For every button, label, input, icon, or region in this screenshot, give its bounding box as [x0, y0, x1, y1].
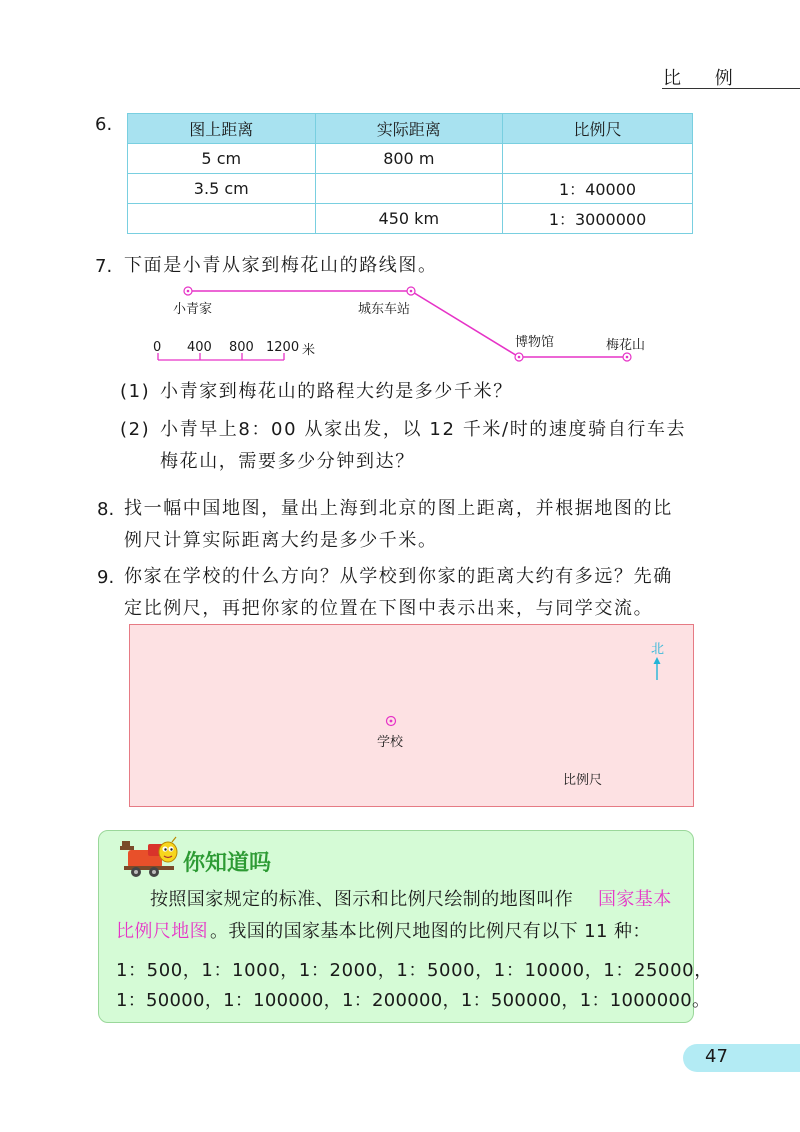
section-title: 比 例	[663, 68, 747, 89]
info-text: 。我国的国家基本比例尺地图的比例尺有以下 11 种：	[210, 921, 651, 942]
place-label: 城东车站	[358, 302, 411, 317]
table-cell: 3.5 cm	[128, 174, 316, 204]
problem-9-number: 9.	[97, 567, 115, 588]
scale-list: 1：500，1：1000，1：2000，1：5000，1：10000，1：25000，	[116, 960, 713, 981]
place-label: 小青家	[173, 302, 213, 317]
scale-tick-label: 0	[153, 340, 162, 355]
problem-9-text: 定比例尺，再把你家的位置在下图中表示出来，与同学交流。	[124, 598, 654, 619]
problem-8-text: 找一幅中国地图，量出上海到北京的图上距离，并根据地图的比	[124, 498, 673, 519]
location-marker-plum-mountain	[623, 353, 631, 361]
question-text: 梅花山，需要多少分钟到达？	[160, 451, 415, 472]
problem-6-number: 6.	[95, 114, 113, 135]
route-diagram	[0, 0, 800, 400]
table-cell: 800 m	[315, 144, 503, 174]
info-text: 按照国家规定的标准、图示和比例尺绘制的地图叫作	[150, 889, 574, 910]
table-cell: 1：3000000	[503, 204, 693, 234]
problem-8-text: 例尺计算实际距离大约是多少千米。	[124, 530, 438, 551]
table-cell: 1：40000	[503, 174, 693, 204]
highlight-term: 国家基本	[598, 889, 672, 910]
problem-9-text: 你家在学校的什么方向？从学校到你家的距离大约有多远？先确	[124, 566, 673, 587]
scale-tick-label: 1200	[266, 340, 300, 355]
scale-unit-label: 米	[302, 343, 316, 358]
page-number: 47	[705, 1046, 728, 1067]
problem-7-text: 下面是小青从家到梅花山的路线图。	[124, 255, 438, 276]
did-you-know-title: 你知道吗	[183, 851, 272, 876]
highlight-term: 比例尺地图	[116, 921, 208, 942]
blank-map-area[interactable]	[129, 624, 694, 807]
place-label: 博物馆	[515, 335, 555, 350]
school-label: 学校	[377, 735, 404, 750]
location-marker-museum	[515, 353, 523, 361]
table-header-cell: 图上距离	[128, 114, 316, 144]
problem-7-number: 7.	[95, 256, 113, 277]
problem-8-number: 8.	[97, 499, 115, 520]
school-marker-icon	[384, 714, 398, 728]
question-number: (1)	[120, 381, 151, 402]
location-marker-xiaoqing-home	[184, 287, 192, 295]
table-cell: 5 cm	[128, 144, 316, 174]
page-number-tab	[683, 1044, 800, 1072]
scale-tick-label: 400	[187, 340, 212, 355]
table-header-cell: 比例尺	[503, 114, 693, 144]
table-cell: 450 km	[315, 204, 503, 234]
table-header-cell: 实际距离	[315, 114, 503, 144]
location-marker-east-station	[407, 287, 415, 295]
question-number: (2)	[120, 419, 151, 440]
north-arrow-icon	[650, 656, 664, 682]
north-label: 北	[651, 642, 665, 657]
question-text: 小青家到梅花山的路程大约是多少千米？	[160, 381, 513, 402]
place-label: 梅花山	[606, 338, 646, 353]
question-text: 小青早上8：00 从家出发，以 12 千米/时的速度骑自行车去	[160, 419, 687, 440]
scale-tick-label: 800	[229, 340, 254, 355]
train-mascot-icon	[118, 836, 182, 880]
scale-label: 比例尺	[563, 773, 603, 788]
scale-list: 1：50000，1：100000，1：200000，1：500000，1：1000000。	[116, 990, 711, 1011]
